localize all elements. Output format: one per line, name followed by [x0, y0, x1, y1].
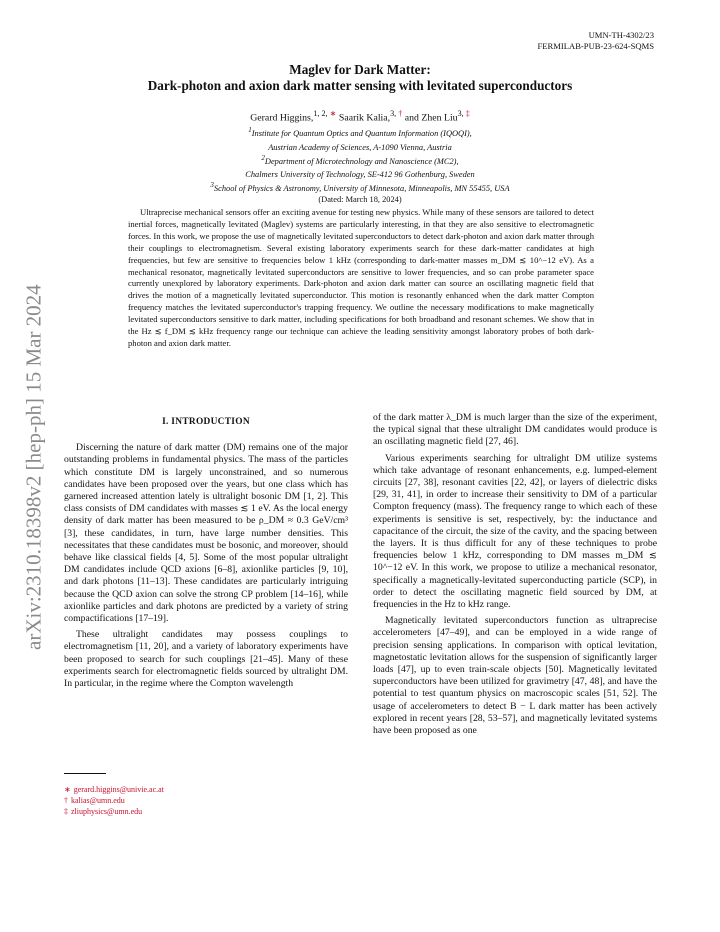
email-link[interactable]: gerard.higgins@univie.ac.at: [73, 785, 164, 794]
report-numbers: [537, 30, 654, 52]
footnote-marker[interactable]: †: [398, 109, 403, 118]
author-name: Saarik Kalia,: [338, 112, 391, 124]
left-column: [64, 412, 348, 694]
title-line-2: Dark-photon and axion dark matter sensing with levitated superconductors: [147, 78, 573, 93]
footnote-marker[interactable]: ∗: [329, 109, 337, 118]
body-paragraph: Magnetically levitated superconductors function as ultraprecise accelerometers [47–49], and can be employed in a wide range of precision sensing applications. In comparison with optical levitation, magnetostatic levitation allows for the suspension of significantly larger loads [47], up to even train-scale objects [50]. Magnetically levitated superconductors have been utilized for gravimetry [47, 48], and have the potential to test quantum physics on macroscopic scales [51, 52]. The usage of accelerometers to detect B − L dark matter has been actively explored in recent years [28, 53–57], and magnetically levitated systems have been proposed as one: [373, 615, 657, 737]
author-superscript: 3, †: [390, 109, 403, 118]
report-number-fermilab: FERMILAB-PUB-23-624-SQMS: [537, 41, 654, 51]
email-link[interactable]: kalias@umn.edu: [71, 796, 125, 805]
report-number-umn: UMN-TH-4302/23: [588, 30, 654, 40]
section-heading: I. INTRODUCTION: [162, 417, 250, 427]
body-paragraph: Discerning the nature of dark matter (DM) remains one of the major outstanding problems in fundamental physics. The mass of the particles which constitute DM is largely unconstrained, and so numerous candidates have been proposed over the years, but one class which has garnered increased attention lately is ultralight bosonic DM [1, 2]. This class consists of DM candidates with masses ≲ 1 eV. As the local energy density of dark matter has been measured to be ρ_DM ≈ 0.3 GeV/cm³ [3], these candidates, in turn, have large number densities. This necessitates that these candidates must be bosonic, and moreover, should behave like classical fields [4, 5]. Some of the most popular ultralight DM candidates include QCD axions [6–8], axionlike particles [9, 10], and dark photons [11–13]. These candidates are particularly intriguing because the QCD axion can solve the strong CP problem [14–16], while axionlike particles and dark photons are predicted by a variety of string compactifications [17–19].: [64, 442, 348, 625]
footnote-rule: [64, 773, 106, 774]
affiliation-line: Chalmers University of Technology, SE-412 96 Gothenburg, Sweden: [245, 170, 475, 180]
footnotes: [64, 784, 348, 817]
right-column: [373, 412, 657, 741]
footnote-mark: ‡: [64, 807, 68, 816]
footnote-mark: †: [64, 796, 68, 805]
footnote: [64, 784, 348, 795]
body-paragraph: Various experiments searching for ultralight DM utilize systems which take advantage of resonant enhancements, e.g. lumped-element circuits [27, 38], resonant cavities [22, 42], or layers of dielectric disks [29, 31, 41], in order to increase their sensitivity to DM of a particular Compton frequency (mass). The frequency range to which each of these experiments is sensitive is set, respectively, by: the inductance and capacitance of the circuit, the size of the cavity, and the spacing between the layers. It is thus difficult for any of these techniques to probe frequencies below 1 kHz, corresponding to DM masses m_DM ≲ 10^−12 eV. In this work, we propose to utilize a mechanical resonator, specifically a magnetically-levitated superconducting particle (SCP), in order to detect the oscillating magnetic field sourced by DM, at frequencies in the Hz to kHz range.: [373, 452, 657, 611]
footnote-mark: ∗: [64, 785, 71, 794]
author-name: Zhen Liu: [421, 112, 458, 124]
title-line-1: Maglev for Dark Matter:: [289, 62, 431, 77]
affiliation-line: Austrian Academy of Sciences, A-1090 Vienna, Austria: [268, 142, 452, 152]
email-link[interactable]: zliuphysics@umn.edu: [71, 807, 143, 816]
affiliation-line: $^3$School of Physics & Astronomy, University of Minnesota, Minneapolis, MN 55455, USA: [210, 181, 510, 193]
affiliation-line: $^1$Institute for Quantum Optics and Quantum Information (IQOQI),: [248, 126, 472, 138]
affiliations: [80, 125, 640, 205]
author-conjunction: and: [404, 112, 419, 124]
dated-line: (Dated: March 18, 2024): [318, 194, 402, 204]
author-superscript: 1, 2, ∗: [313, 109, 337, 118]
body-paragraph: These ultralight candidates may possess couplings to electromagnetism [11, 20], and a variety of laboratory experiments have been proposed to search for such couplings [21–45]. Many of these experiments search for electromagnetic fields sourced by ultralight DM. In particular, in the regime where the Compton wavelength: [64, 629, 348, 690]
author-name: Gerard Higgins,: [250, 112, 314, 124]
body-paragraph: of the dark matter λ_DM is much larger than the size of the experiment, the typical signal that these ultralight DM candidates would produce is an oscillating magnetic field [27, 46].: [373, 412, 657, 448]
footnote: [64, 795, 348, 806]
author-list: [80, 108, 640, 123]
author-superscript: 3, ‡: [457, 109, 470, 118]
footnote: [64, 806, 348, 817]
paper-title: [80, 62, 640, 94]
affiliation-line: $^2$Department of Microtechnology and Nanoscience (MC2),: [261, 153, 459, 166]
abstract: Ultraprecise mechanical sensors offer an exciting avenue for testing new physics. While many of these sensors are tailored to detect inertial forces, magnetically levitated (Maglev) systems are particularly interesting, in that they are also sensitive to electromagnetic forces. In this work, we propose the use of magnetically levitated superconductors to detect dark-photon and axion dark matter through their couplings to electromagnetism. Several existing laboratory experiments search for these dark-matter candidates at high frequencies, but few are sensitive to frequencies below 1 kHz (corresponding to dark-matter masses m_DM ≲ 10^−12 eV). As a mechanical resonator, magnetically levitated superconductors are sensitive to lower frequencies, and so can probe parameter space currently unexplored by laboratory experiments. Dark-photon and axion dark matter can source an oscillating magnetic field that drives the motion of a magnetically levitated superconductor. This motion is resonantly enhanced when the dark matter Compton frequency matches the levitated superconductor's trapping frequency. We outline the necessary modifications to make magnetically levitated superconductors sensitive to dark matter, including specifications for both broadband and resonant schemes. We show that in the Hz ≲ f_DM ≲ kHz frequency range our technique can achieve the leading sensitivity amongst laboratory probes of both dark-photon and axion dark matter.: [128, 207, 594, 348]
arxiv-identifier-stamp: arXiv:2310.18398v2 [hep-ph] 15 Mar 2024: [21, 284, 46, 651]
footnote-marker[interactable]: ‡: [465, 109, 470, 118]
